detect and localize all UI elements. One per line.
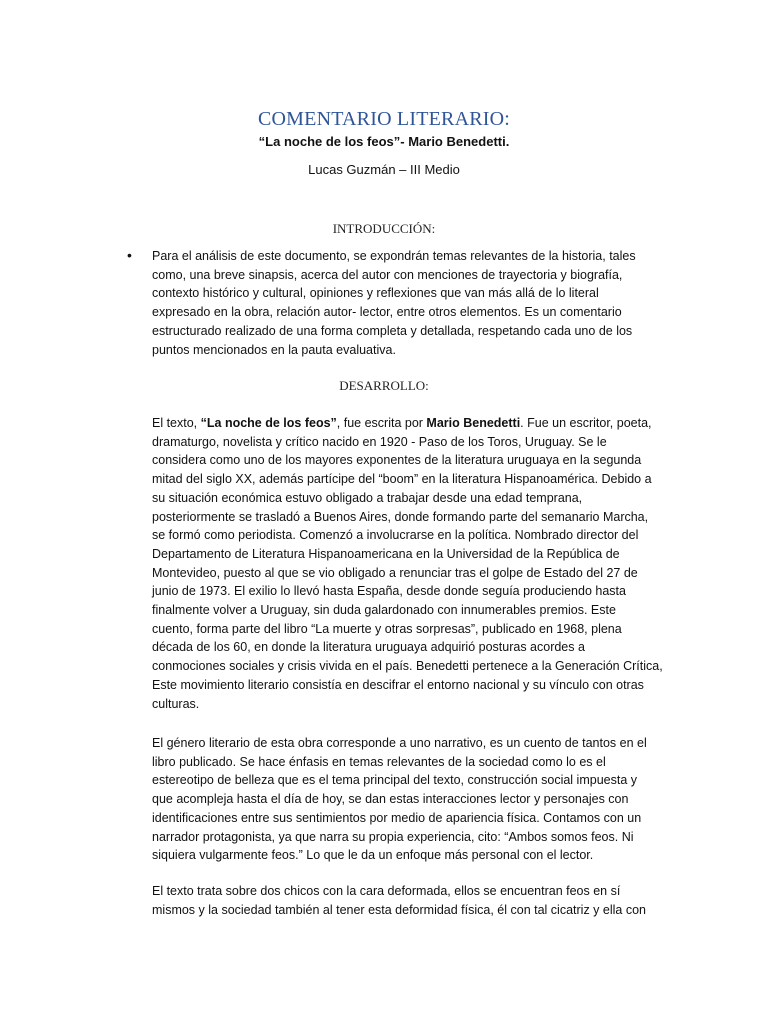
text-line: como, una breve sinapsis, acerca del autor con menciones de trayectoria y biografía, — [152, 267, 623, 282]
text-line: El texto trata sobre dos chicos con la cara deformada, ellos se encuentran feos en sí — [152, 884, 621, 898]
text-line — [152, 414, 662, 433]
document-author: Lucas Guzmán – III Medio — [308, 162, 460, 177]
text-line: contexto histórico y cultural, opiniones y reflexiones que van más allá de lo literal — [152, 286, 599, 301]
text-line: década de los 60, en donde la literatura uruguaya adquirió posturas acordes a — [152, 640, 585, 655]
text-line: mismos y la sociedad también al tener esta deformidad física, él con tal cicatriz y ella con — [152, 902, 646, 917]
text-line: Este movimiento literario consistía en descifrar el entorno nacional y su vínculo con otras — [152, 677, 644, 692]
work-title-bold: “La noche de los feos” — [200, 416, 337, 430]
text-line: estructurado realizado de una forma completa y detallada, respetando cada uno de los — [152, 323, 633, 338]
text-line: El género literario de esta obra corresponde a uno narrativo, es un cuento de tantos en el — [152, 736, 647, 750]
desarrollo-paragraph-3 — [152, 882, 662, 919]
author-name-bold: Mario Benedetti — [426, 416, 521, 430]
text-run: . Fue un escritor, poeta, — [520, 416, 652, 430]
text-line: conmociones sociales y crisis vivida en el país. Benedetti pertenece a la Generación Crítica, — [152, 659, 663, 674]
text-line: su situación económica estuvo obligado a trabajar desde una edad temprana, — [152, 490, 583, 505]
text-line: Para el análisis de este documento, se expondrán temas relevantes de la historia, tales — [152, 249, 636, 263]
text-line: dramaturgo, novelista y crítico nacido en 1920 - Paso de los Toros, Uruguay. Se le — [152, 434, 607, 449]
text-line: libro publicado. Se hace énfasis en temas relevantes de la sociedad como lo es el — [152, 754, 606, 769]
text-line: Departamento de Literatura Hispanoamericana en la Universidad de la República de — [152, 546, 620, 561]
text-line: se formó como periodista. Comenzó a involucrarse en la política. Nombrado director del — [152, 528, 639, 543]
document-title: COMENTARIO LITERARIO: — [257, 108, 511, 130]
text-line: expresado en la obra, relación autor- lector, entre otros elementos. Es un comentario — [152, 305, 622, 320]
text-line: Montevideo, puesto al que se vio obligado a renunciar tras el golpe de Estado del 27 de — [152, 565, 638, 580]
text-line: puntos mencionados en la pauta evaluativa. — [152, 342, 396, 357]
text-line: junio de 1973. El exilio lo llevó hasta España, desde donde seguía produciendo hasta — [152, 584, 626, 599]
text-line: que acompleja hasta el día de hoy, se dan estas interacciones lector y personajes con — [152, 792, 629, 807]
desarrollo-paragraph-1 — [152, 414, 662, 713]
text-line: considera como uno de los mayores exponentes de la literatura uruguaya en la segunda — [152, 453, 642, 468]
text-line: narrador protagonista, ya que narra su propia experiencia, cito: “Ambos somos feos. Ni — [152, 829, 634, 844]
intro-paragraph — [152, 247, 662, 359]
text-run: El texto, — [152, 416, 201, 430]
text-line: culturas. — [152, 696, 200, 711]
text-line: identificaciones entre sus sentimientos por medio de apariencia física. Contamos con un — [152, 810, 642, 825]
bullet-icon: • — [127, 247, 132, 263]
text-line: mitad del siglo XX, además partícipe del “boom” en la literatura Hispanoamérica. Debido a — [152, 472, 652, 487]
text-line: posteriormente se trasladó a Buenos Aires, donde formando parte del semanario Marcha, — [152, 509, 649, 524]
section-heading-introduccion: INTRODUCCIÓN: — [332, 221, 436, 236]
document-subtitle: “La noche de los feos”- Mario Benedetti. — [258, 134, 510, 149]
text-line: finalmente volver a Uruguay, sin duda galardonado con innumerables premios. Este — [152, 603, 616, 618]
text-line: estereotipo de belleza que es el tema principal del texto, construcción social impuesta y — [152, 773, 637, 788]
section-heading-desarrollo: DESARROLLO: — [339, 378, 429, 393]
desarrollo-paragraph-2 — [152, 734, 662, 865]
text-line: cuento, forma parte del libro “La muerte y otras sorpresas”, publicado en 1968, plena — [152, 621, 622, 636]
text-line: siquiera vulgarmente feos.” Lo que le da un enfoque más personal con el lector. — [152, 848, 594, 863]
text-run: , fue escrita por — [336, 416, 427, 430]
